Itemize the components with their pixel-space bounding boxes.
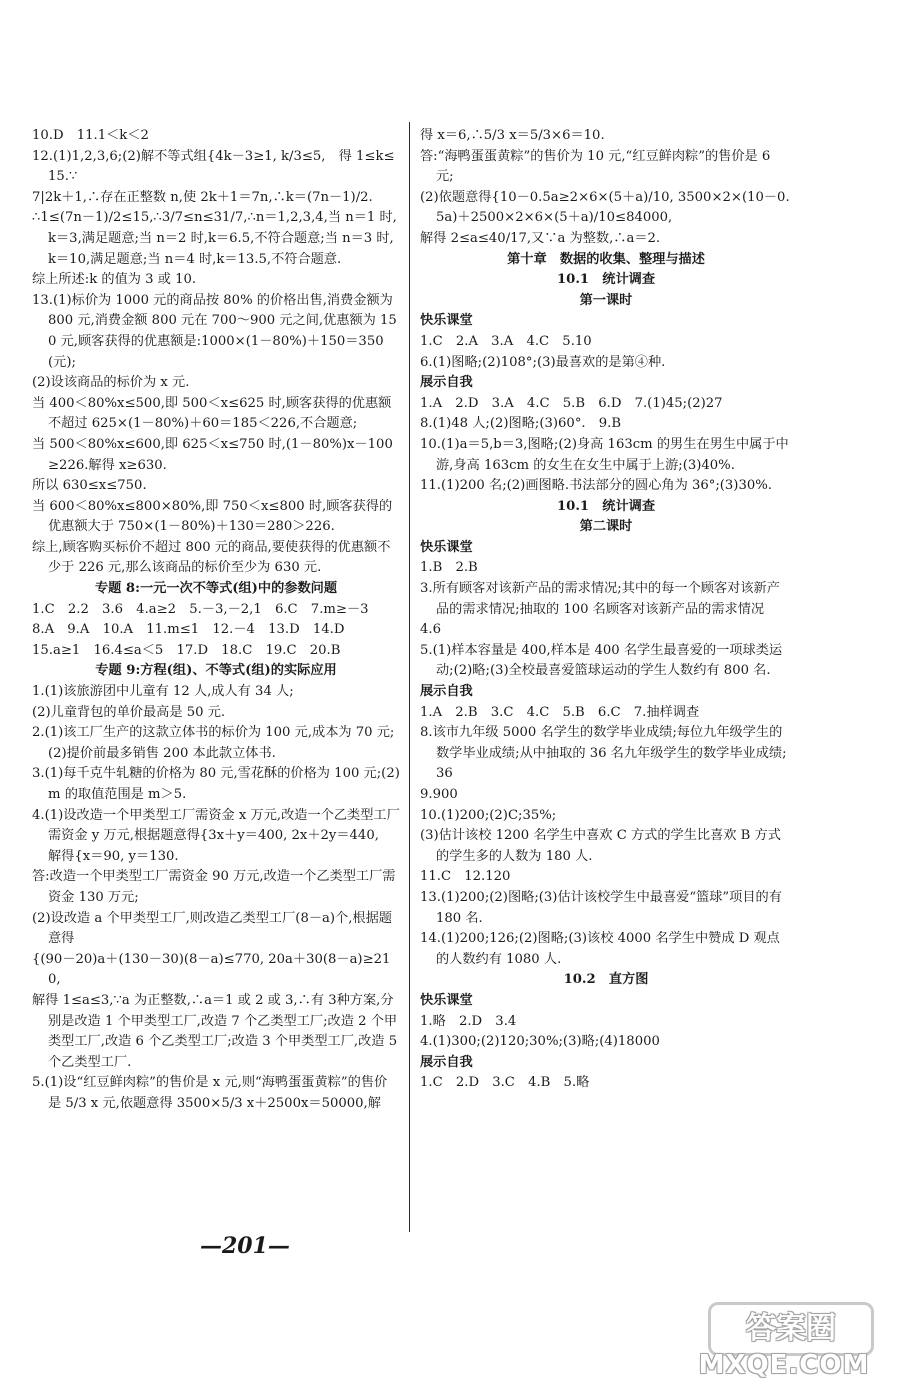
section-heading: 第十章 数据的收集、整理与描述 — [507, 251, 705, 267]
answer-line: 1.C 2.2 3.6 4.a≥2 5.－3,－2,1 6.C 7.m≥－3 — [32, 601, 369, 617]
answer-line: 8.(1)48 人;(2)图略;(3)60°. 9.B — [420, 416, 622, 432]
answer-line: 1.C 2.D 3.C 4.B 5.略 — [420, 1075, 590, 1091]
answer-line: (2)儿童背包的单价最高是 50 元. — [32, 704, 226, 720]
answer-line: 1.B 2.B — [420, 560, 478, 576]
subsection-label: 展示自我 — [420, 1054, 473, 1070]
section-heading: 10.2 直方图 — [563, 972, 649, 988]
answer-line: 1.(1)该旅游团中儿童有 12 人,成人有 34 人; — [32, 684, 294, 700]
answer-line: 13.(1)标价为 1000 元的商品按 80% 的价格出售,消费金额为 800 元,消费金额 800 元在 700～900 元之间,优惠额为 150 元,顾客获得的优惠额是:1000×(1－80%)＋150＝350(元); — [32, 292, 397, 370]
answer-line: 1.略 2.D 3.4 — [420, 1013, 517, 1029]
section-heading: 第一课时 — [579, 292, 633, 308]
answer-line: 13.(1)200;(2)图略;(3)估计该校学生中最喜爱“篮球”项目的有 180 名. — [420, 889, 782, 926]
subsection-label: 展示自我 — [420, 684, 473, 700]
answer-line: 3.(1)每千克牛轧糖的价格为 80 元,雪花酥的价格为 100 元;(2)m 的取值范围是 m＞5. — [32, 766, 400, 802]
column-divider — [409, 122, 410, 1232]
answer-line: 7|2k＋1,∴存在正整数 n,使 2k＋1＝7n,∴k＝(7n－1)/2. — [32, 189, 373, 205]
answer-line: 1.C 2.A 3.A 4.C 5.10 — [420, 333, 592, 349]
answer-line: 4.(1)设改造一个甲类型工厂需资金 x 万元,改造一个乙类型工厂需资金 y 万元,根据题意得{3x＋y＝400, 2x＋2y＝440, 解得{x＝90, y＝130. — [32, 807, 400, 864]
answer-line: 综上,顾客购买标价不超过 800 元的商品,要使获得的优惠额不少于 226 元,那么该商品的标价至少为 630 元. — [32, 539, 391, 576]
answer-line: (2)依题意得{10－0.5a≥2×6×(5＋a)/10, 3500×2×(10－0.5a)＋2500×2×6×(5＋a)/10≤84000, — [420, 189, 790, 226]
section-heading: 10.1 统计调查 — [556, 498, 656, 514]
watermark — [678, 1300, 890, 1382]
subsection-label: 展示自我 — [420, 375, 473, 391]
right-column — [420, 126, 792, 1094]
answer-line: ∴1≤(7n－1)/2≤15,∴3/7≤n≤31/7,∴n＝1,2,3,4,当 n＝1 时,k＝3,满足题意;当 n＝2 时,k＝6.5,不符合题意;当 n＝3 时,k＝10,满足题意;当 n＝4 时,k＝13.5,不符合题意. — [32, 210, 397, 267]
answer-line: (2)设该商品的标价为 x 元. — [32, 375, 190, 391]
answer-line: 4.6 — [420, 622, 441, 638]
section-heading: 专题 9:方程(组)、不等式(组)的实际应用 — [95, 663, 337, 679]
answer-line: (3)估计该校 1200 名学生中喜欢 C 方式的学生比喜欢 B 方式的学生多的人数为 180 人. — [420, 828, 781, 864]
answer-line: 11.(1)200 名;(2)画图略.书法部分的圆心角为 36°;(3)30%. — [420, 478, 772, 494]
section-heading: 第二课时 — [579, 519, 633, 535]
section-heading: 10.1 统计调查 — [556, 272, 656, 288]
answer-line: 答:改造一个甲类型工厂需资金 90 万元,改造一个乙类型工厂需资金 130 万元; — [32, 869, 396, 905]
answer-line: 1.A 2.B 3.C 4.C 5.B 6.C 7.抽样调查 — [420, 704, 700, 720]
answer-line: (2)设改造 a 个甲类型工厂,则改造乙类型工厂(8－a)个,根据题意得 — [32, 910, 392, 947]
subsection-label: 快乐课堂 — [420, 313, 473, 329]
answer-line: 解得 2≤a≤40/17,又∵a 为整数,∴a＝2. — [420, 230, 661, 246]
watermark-site: MXQE.COM — [698, 1350, 870, 1380]
watermark-logo: 答案圈 — [708, 1302, 874, 1356]
answer-line: 答:“海鸭蛋蛋黄粽”的售价为 10 元,“红豆鲜肉粽”的售价是 6 元; — [420, 148, 771, 185]
page-number: —201— — [200, 1233, 290, 1259]
answer-line: {(90－20)a＋(130－30)(8－a)≤770, 20a＋30(8－a)≥210, — [32, 951, 391, 988]
answer-line: 9.900 — [420, 787, 458, 802]
answer-line: 5.(1)样本容量是 400,样本是 400 名学生最喜爱的一项球类运动;(2)略;(3)全校最喜爱篮球运动的学生人数约有 800 名. — [420, 642, 783, 679]
answer-line: 4.(1)300;(2)120;30%;(3)略;(4)18000 — [420, 1034, 660, 1050]
answer-line: 12.(1)1,2,3,6;(2)解不等式组{4k－3≥1, k/3≤5, 得 1≤k≤15.∵ — [32, 148, 395, 185]
answer-line: 5.(1)设“红豆鲜肉粽”的售价是 x 元,则“海鸭蛋蛋黄粽”的售价是 5/3 x 元,依题意得 3500×5/3 x＋2500x＝50000,解 — [32, 1075, 388, 1111]
answer-line: 10.D 11.1＜k＜2 — [32, 128, 149, 143]
answer-line: 8.A 9.A 10.A 11.m≤1 12.－4 13.D 14.D — [32, 622, 345, 638]
answer-line: 6.(1)图略;(2)108°;(3)最喜欢的是第④种. — [420, 354, 666, 370]
answer-line: 当 400＜80%x≤500,即 500＜x≤625 时,顾客获得的优惠额不超过 625×(1－80%)＋60＝185＜226,不合题意; — [32, 395, 392, 432]
answer-line: 得 x＝6,∴5/3 x＝5/3×6＝10. — [420, 128, 605, 143]
answer-line: 14.(1)200;126;(2)图略;(3)该校 4000 名学生中赞成 D 观点的人数约有 1080 人. — [420, 931, 780, 967]
section-heading: 专题 8:一元一次不等式(组)中的参数问题 — [94, 581, 338, 597]
answer-line: 11.C 12.120 — [420, 869, 511, 885]
answer-line: 所以 630≤x≤750. — [32, 478, 147, 494]
answer-line: 综上所述:k 的值为 3 或 10. — [32, 272, 197, 288]
subsection-label: 快乐课堂 — [420, 539, 473, 555]
answer-line: 3.所有顾客对该新产品的需求情况;其中的每一个顾客对该新产品的需求情况;抽取的 100 名顾客对该新产品的需求情况 — [420, 581, 780, 617]
answer-line: 8.该市九年级 5000 名学生的数学毕业成绩;每位九年级学生的数学毕业成绩;从中抽取的 36 名九年级学生的数学毕业成绩;36 — [420, 725, 787, 782]
answer-line: 10.(1)200;(2)C;35%; — [420, 807, 557, 823]
left-column — [32, 126, 400, 1115]
answer-line: 解得 1≤a≤3,∵a 为正整数,∴a＝1 或 2 或 3,∴有 3种方案,分别是改造 1 个甲类型工厂,改造 7 个乙类型工厂;改造 2 个甲类型工厂,改造 6 个乙类型工厂;改造 3 个甲类型工厂,改造 5 个乙类型工厂. — [32, 992, 398, 1070]
answer-line: 1.A 2.D 3.A 4.C 5.B 6.D 7.(1)45;(2)27 — [420, 395, 723, 411]
subsection-label: 快乐课堂 — [420, 992, 473, 1008]
answer-line: 当 500＜80%x≤600,即 625＜x≤750 时,(1－80%)x－100≥226.解得 x≥630. — [32, 436, 393, 473]
answer-line: 10.(1)a＝5,b＝3,图略;(2)身高 163cm 的男生在男生中属于中游,身高 163cm 的女生在女生中属于上游;(3)40%. — [420, 436, 789, 473]
answer-line: 15.a≥1 16.4≤a＜5 17.D 18.C 19.C 20.B — [32, 642, 341, 658]
answer-line: 当 600＜80%x≤800×80%,即 750＜x≤800 时,顾客获得的优惠额大于 750×(1－80%)＋130＝280＞226. — [32, 498, 393, 535]
answer-line: 2.(1)该工厂生产的这款立体书的标价为 100 元,成本为 70 元;(2)提价前最多销售 200 本此款立体书. — [32, 725, 395, 761]
